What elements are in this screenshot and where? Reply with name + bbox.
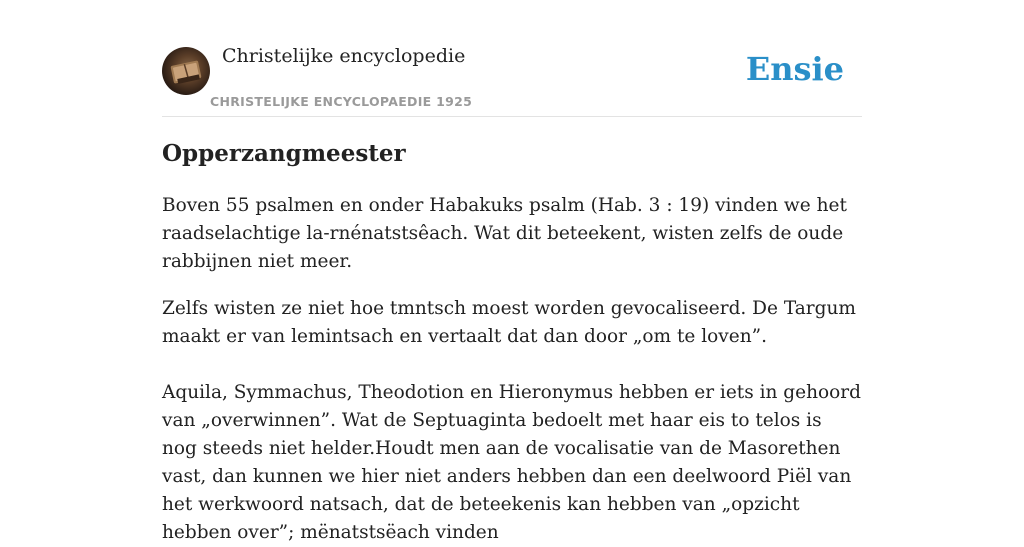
site-title[interactable]: Christelijke encyclopedie [222, 45, 466, 67]
brand-logo[interactable]: Ensie [745, 50, 844, 88]
paragraph-1: Boven 55 psalmen en onder Habakuks psalm (Hab. 3 : 19) vinden we het raadselachtige la-rnénatstsêach. Wat dit beteekent, wisten zelfs de oude rabbijnen niet meer. [162, 195, 847, 272]
article-body [162, 192, 862, 547]
site-subtitle: CHRISTELIJKE ENCYCLOPAEDIE 1925 [210, 94, 473, 109]
site-header [162, 0, 862, 117]
paragraph-2: Zelfs wisten ze niet hoe tmntsch moest worden gevocaliseerd. De Targum maakt er van lemintsach en vertaalt dat dan door „om te loven”. [162, 298, 856, 347]
page-container [162, 0, 862, 543]
paragraph-3: Aquila, Symmachus, Theodotion en Hieronymus hebben er iets in gehoord van „overwinnen”. Wat de Septuaginta bedoelt met haar eis to telos is nog steeds niet helder.Houdt men aan de vocalisatie van de Masorethen vast, dan kunnen we hier niet anders hebben dan een deelwoord Piël van het werkwoord natsach, dat de beteekenis kan hebben van „opzicht hebben over”; mënatstsëach vinden [162, 382, 861, 543]
book-photo-icon[interactable] [162, 47, 210, 95]
article-title: Opperzangmeester [162, 140, 406, 167]
